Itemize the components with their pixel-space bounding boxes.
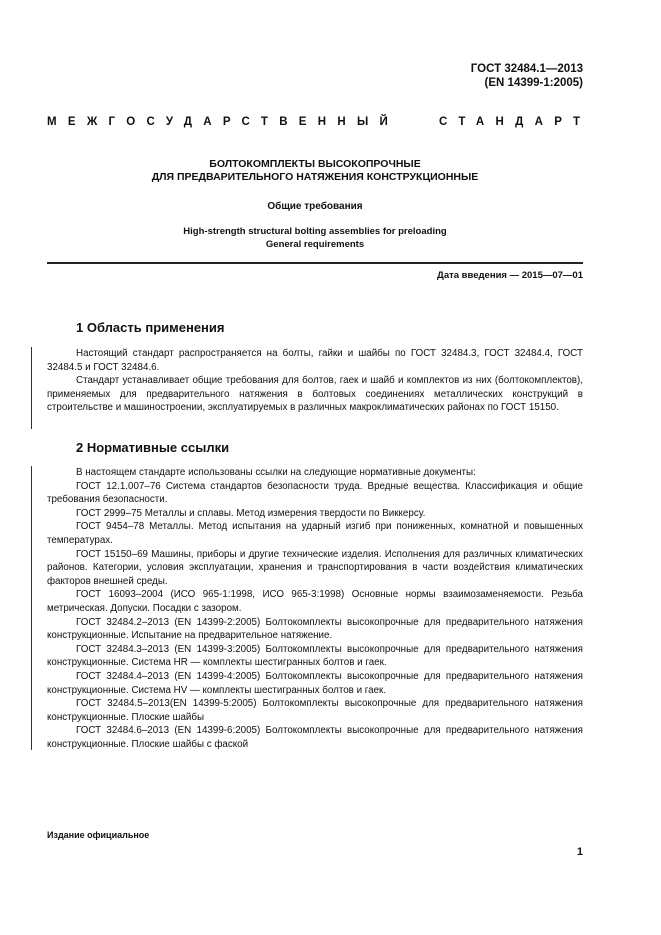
official-edition-note: Издание официальное	[47, 830, 150, 840]
reference-item: ГОСТ 32484.6–2013 (EN 14399-6:2005) Болтокомплекты высокопрочные для предварительного натяжения конструкционные. Плоские шайбы с фаской	[47, 725, 583, 750]
english-title-line-1: High-strength structural bolting assemblies for preloading	[183, 226, 447, 237]
revision-marker	[31, 466, 32, 750]
paragraph: В настоящем стандарте использованы ссылки на следующие нормативные документы:	[76, 467, 476, 478]
standard-code-en: (EN 14399-1:2005)	[484, 77, 583, 89]
interstate-label: МЕЖГОСУДАРСТВЕННЫЙ	[47, 116, 400, 128]
document-subtitle: Общие требования	[267, 201, 363, 212]
reference-item: ГОСТ 32484.2–2013 (EN 14399-2:2005) Болтокомплекты высокопрочные для предварительного натяжения конструкционные. Испытание на предварительное натяжение.	[47, 616, 583, 642]
effective-date: Дата введения — 2015—07—01	[437, 270, 583, 281]
reference-item: ГОСТ 32484.4–2013 (EN 14399-4:2005) Болтокомплекты высокопрочные для предварительного натяжения конструкционные. Система HV — комплекты шестигранных болтов и гаек.	[47, 670, 583, 696]
title-line-2: ДЛЯ ПРЕДВАРИТЕЛЬНОГО НАТЯЖЕНИЯ КОНСТРУКЦИОННЫЕ	[151, 171, 479, 183]
reference-item: ГОСТ 12.1.007–76 Система стандартов безопасности труда. Вредные вещества. Классификация и общие требования безопасности.	[47, 480, 583, 506]
revision-marker	[31, 347, 32, 429]
english-title	[47, 226, 583, 251]
reference-item: ГОСТ 16093–2004 (ИСО 965-1:1998, ИСО 965-3:1998) Основные нормы взаимозаменяемости. Резьба метрическая. Допуски. Посадки с зазором.	[47, 589, 583, 614]
english-title-line-2: General requirements	[265, 238, 365, 250]
section-1-heading: 1 Область применения	[76, 320, 225, 335]
document-title	[47, 158, 583, 184]
section-1-body	[47, 347, 583, 415]
standard-code	[471, 62, 583, 90]
standard-label: СТАНДАРТ	[439, 116, 592, 128]
paragraph: Стандарт устанавливает общие требования для болтов, гаек и шайб и комплектов из них (болтокомплектов), применяемых для предварительного натяжения в болтовых соединениях металлических конструкций в строительстве и машиностроении, эксплуатируемых в различных макроклиматических районах по ГОСТ 15150.	[47, 375, 583, 414]
title-line-1: БОЛТОКОМПЛЕКТЫ ВЫСОКОПРОЧНЫЕ	[209, 158, 421, 170]
reference-item: ГОСТ 32484.5–2013(EN 14399-5:2005) Болтокомплекты высокопрочные для предварительного натяжения конструкционные. Плоские шайбы	[47, 698, 583, 723]
title-divider	[47, 262, 583, 264]
reference-item: ГОСТ 2999–75 Металлы и сплавы. Метод измерения твердости по Виккерсу.	[76, 507, 426, 519]
section-2-body	[47, 466, 583, 751]
reference-item: ГОСТ 15150–69 Машины, приборы и другие технические изделия. Исполнения для различных климатических районов. Категории, условия эксплуатации, хранения и транспортирования в части воздействия климатических факторов внешней среды.	[47, 548, 583, 587]
paragraph: Настоящий стандарт распространяется на болты, гайки и шайбы по ГОСТ 32484.3, ГОСТ 32484.4, ГОСТ 32484.5 и ГОСТ 32484.6.	[47, 348, 583, 373]
reference-item: ГОСТ 9454–78 Металлы. Метод испытания на ударный изгиб при пониженных, комнатной и повышенных температурах.	[47, 521, 583, 546]
page-number: 1	[576, 846, 583, 858]
reference-item: ГОСТ 32484.3–2013 (EN 14399-3:2005) Болтокомплекты высокопрочные для предварительного натяжения конструкционные. Система HR — комплекты шестигранных болтов и гаек.	[47, 643, 583, 669]
standard-code-gost: ГОСТ 32484.1—2013	[470, 63, 583, 75]
section-2-heading: 2 Нормативные ссылки	[76, 440, 230, 455]
